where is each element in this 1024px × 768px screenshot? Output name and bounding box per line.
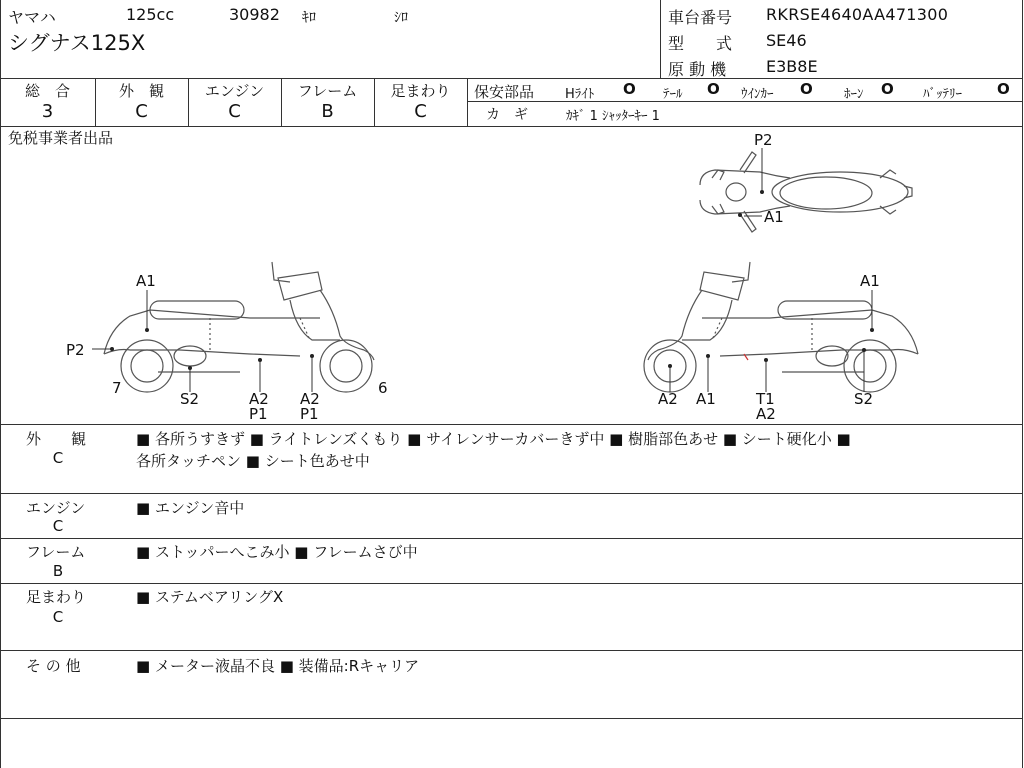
detail-label-suspension: 足まわり	[26, 588, 87, 606]
label-left-a2b: A2	[300, 390, 320, 408]
model-code-label: 型 式	[668, 34, 733, 53]
engine-code: E3B8E	[766, 57, 818, 76]
detail-text-suspension: ■ ステムベアリングX	[136, 588, 284, 606]
grade-label-frame: フレーム	[297, 82, 358, 100]
tax-exempt-notice: 免税事業者出品	[8, 129, 114, 147]
grade-value-exterior: C	[135, 101, 148, 122]
model-name: シグナス125X	[8, 31, 146, 55]
label-right-a2: A2	[658, 390, 678, 408]
key-label: カ ギ	[486, 107, 528, 123]
key-value: ｶｷﾞ 1 ｼｬｯﾀｰｷｰ 1	[566, 109, 660, 124]
safety-mark-winker: O	[800, 80, 813, 98]
detail-text-engine: ■ エンジン音中	[136, 499, 245, 517]
label-left-p2: P2	[66, 341, 85, 359]
diagram-divider	[0, 424, 1023, 425]
detail-grade-frame: B	[52, 562, 64, 580]
frame-no-label: 車台番号	[668, 8, 733, 27]
safety-mark-horn: O	[881, 80, 894, 98]
detail-label-frame: フレーム	[26, 543, 86, 561]
detail-label-exterior: 外 観	[26, 430, 87, 448]
frame-no: RKRSE4640AA471300	[766, 5, 949, 24]
label-right-t1: T1	[756, 390, 775, 408]
grade-col-5	[467, 79, 468, 126]
safety-item-horn: ﾎｰﾝ	[844, 87, 864, 102]
safety-item-winker: ｳｲﾝｶｰ	[741, 87, 774, 102]
mileage: 30982	[229, 5, 280, 24]
safety-mark-battery: O	[997, 80, 1010, 98]
other-divider	[0, 718, 1023, 719]
scooter-top-view	[700, 152, 912, 232]
label-left-p1: P1	[249, 405, 268, 423]
detail-label-other: そ の 他	[26, 657, 81, 675]
label-left-7: 7	[112, 379, 122, 397]
detail-text-other: ■ メーター液晶不良 ■ 装備品:Rキャリア	[136, 657, 420, 675]
detail-text-exterior-1: ■ 各所うすきず ■ ライトレンズくもり ■ サイレンサーカバーきず中 ■ 樹脂部色あせ ■ シート硬化小 ■	[136, 430, 851, 448]
detail-grade-suspension: C	[52, 608, 64, 626]
detail-text-exterior-2: 各所タッチペン ■ シート色あせ中	[136, 452, 370, 470]
detail-grade-engine: C	[52, 517, 64, 535]
safety-mark-tail: O	[707, 80, 720, 98]
detail-label-engine: エンジン	[26, 499, 86, 517]
safety-item-tail: ﾃｰﾙ	[663, 87, 683, 102]
color: ｼﾛ	[394, 10, 408, 26]
label-left-6: 6	[378, 379, 388, 397]
exterior-divider	[0, 493, 1023, 494]
label-top-p2: P2	[754, 131, 773, 149]
engine-divider	[0, 538, 1023, 539]
label-left-s2: S2	[180, 390, 200, 408]
label-left-p1b: P1	[300, 405, 319, 423]
detail-text-frame: ■ ストッパーへこみ小 ■ フレームさび中	[136, 543, 418, 561]
model-code: SE46	[766, 31, 807, 50]
mileage-unit: ｷﾛ	[302, 10, 316, 26]
displacement: 125cc	[126, 5, 175, 24]
label-left-a1: A1	[136, 272, 156, 290]
grade-label-suspension: 足まわり	[390, 82, 451, 100]
label-left-a2: A2	[249, 390, 269, 408]
grade-value-engine: C	[228, 101, 241, 122]
safety-label: 保安部品	[474, 83, 535, 101]
header-divider	[0, 78, 1023, 79]
suspension-divider	[0, 650, 1023, 651]
grade-value-overall: 3	[41, 101, 54, 122]
safety-item-headlight: Hﾗｲﾄ	[565, 87, 595, 102]
grade-value-suspension: C	[414, 101, 427, 122]
engine-label: 原 動 機	[668, 60, 727, 79]
maker: ヤマハ	[8, 8, 56, 27]
frame-divider	[0, 583, 1023, 584]
label-right-s2: S2	[854, 390, 874, 408]
label-right-a2b: A2	[756, 405, 776, 423]
safety-item-battery: ﾊﾞｯﾃﾘｰ	[923, 87, 962, 102]
label-top-a1: A1	[764, 208, 784, 226]
damage-diagram	[0, 127, 1023, 424]
header-vdivider	[660, 0, 661, 79]
detail-grade-exterior: C	[52, 449, 64, 467]
grade-value-frame: B	[321, 101, 334, 122]
grade-label-overall: 総 合	[24, 82, 70, 100]
label-right-a1: A1	[696, 390, 716, 408]
safety-mark-headlight: O	[623, 80, 636, 98]
grade-label-engine: エンジン	[204, 82, 265, 100]
label-right-a1-top: A1	[860, 272, 880, 290]
grade-label-exterior: 外 観	[118, 82, 164, 100]
